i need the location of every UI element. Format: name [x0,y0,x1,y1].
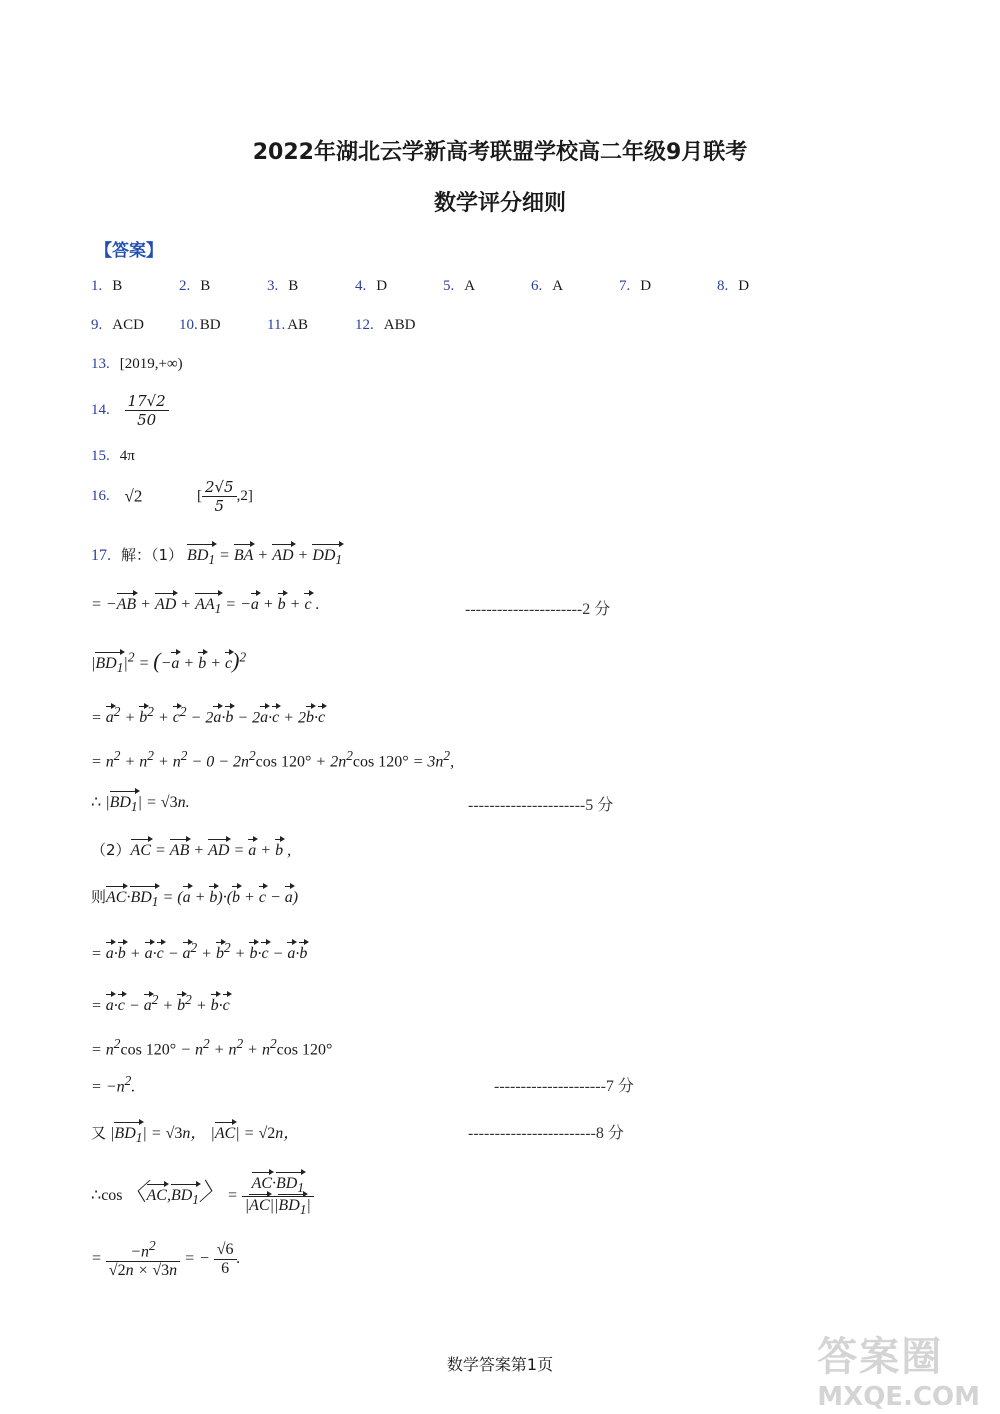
solution-line: $|BD_1|^2 = (-a + b + c)^2$ [91,648,247,676]
solution-line: 17. 解：（1） $BD_1$ = BA + AD + $DD_1$ [91,546,343,568]
score-mark: ----------------------2 分 [465,601,611,618]
answer-item-16: 16. √2 [ $\frac{2√5}{5}$ ,2] [91,478,253,515]
watermark-logo: 答案圈 MXQE.COM [817,1334,980,1412]
answer-item: 3. B [267,278,299,294]
solution-line: = −AB + AD + $AA_1 = -a + b + c$ . [91,596,320,617]
answer-item-14: 14. $\frac{17√2}{50}$ [91,392,169,429]
answer-item: 5. A [443,278,476,294]
answer-item: 10. BD [179,317,221,333]
score-mark: ---------------------7 分 [494,1078,634,1095]
fraction: $\frac{-n^2}{√2n \times √3n}$ [106,1238,180,1280]
page-title: 2022年湖北云学新高考联盟学校高二年级9月联考 [252,140,748,165]
page-subtitle: 数学评分细则 [433,191,566,216]
solution-line: = $\frac{-n^2}{√2n \times √3n}$ = − $\frac{√6}{6}$ . [91,1238,241,1280]
fraction: $\frac{AC\cdot BD_1}{|AC||BD_1|}$ [242,1175,314,1218]
solution-line: ∴ $|BD_1| = √3n$. [91,794,190,815]
solution-line: （2）AC = AB + AD = a + b , [91,841,292,859]
solution-line: = $n^2\cos$ $120^\circ - n^2 + n^2 + n^2\cos$ 120° [91,1036,333,1059]
answer-item: 7. D [619,278,652,294]
answer-item: 11. AB [267,317,309,333]
answer-item-13: 13. [2019,+∞) [91,356,183,372]
solution-line: = $a^2 + b^2 + c^2 - 2a\cdot b - 2a\cdot c + 2b\cdot c$ [91,704,326,727]
solution-line: 又 $|BD_1| = √3n$， |AC| = √2n， [91,1124,300,1146]
answer-item: 9. ACD [91,317,144,333]
solution-line: = $n^2 + n^2 + n^2 - 0 - 2n^2\cos$ $120^\circ + 2n^2\cos$ $120^\circ = 3n^2$, [91,748,455,771]
answer-item: 1. B [91,278,123,294]
answer-item: 12. ABD [355,317,416,333]
solution-line: = $-n^2$. [91,1073,136,1096]
answer-item: 4. D [355,278,388,294]
fraction: $\frac{√6}{6}$ [214,1241,237,1278]
page-footer: 数学答案第1页 [446,1355,554,1374]
solution-line: ∴cos〈$AC,BD_1$〉 = $\frac{AC\cdot BD_1}{|AC||BD_1|}$ [91,1172,314,1218]
score-mark: ----------------------5 分 [468,797,614,814]
solution-line: = $a\cdot b + a\cdot c - a^2 + b^2 + b\cdot c - a\cdot b$ [91,940,308,963]
fraction: $\frac{17√2}{50}$ [125,392,169,429]
answer-item: 2. B [179,278,211,294]
answer-item: 6. A [531,278,564,294]
answer-item-15: 15. 4π [91,448,135,464]
solution-line: = $a\cdot c - a^2 + b^2 + b\cdot c$ [91,992,230,1015]
solution-line: 则$AC\cdot BD_1 = (a + b)\cdot(b + c - a)$ [91,888,299,910]
answer-item: 8. D [717,278,750,294]
answer-header: 【答案】 [95,241,163,261]
score-mark: ------------------------8 分 [468,1125,624,1142]
fraction: $\frac{2√5}{5}$ [202,478,237,515]
